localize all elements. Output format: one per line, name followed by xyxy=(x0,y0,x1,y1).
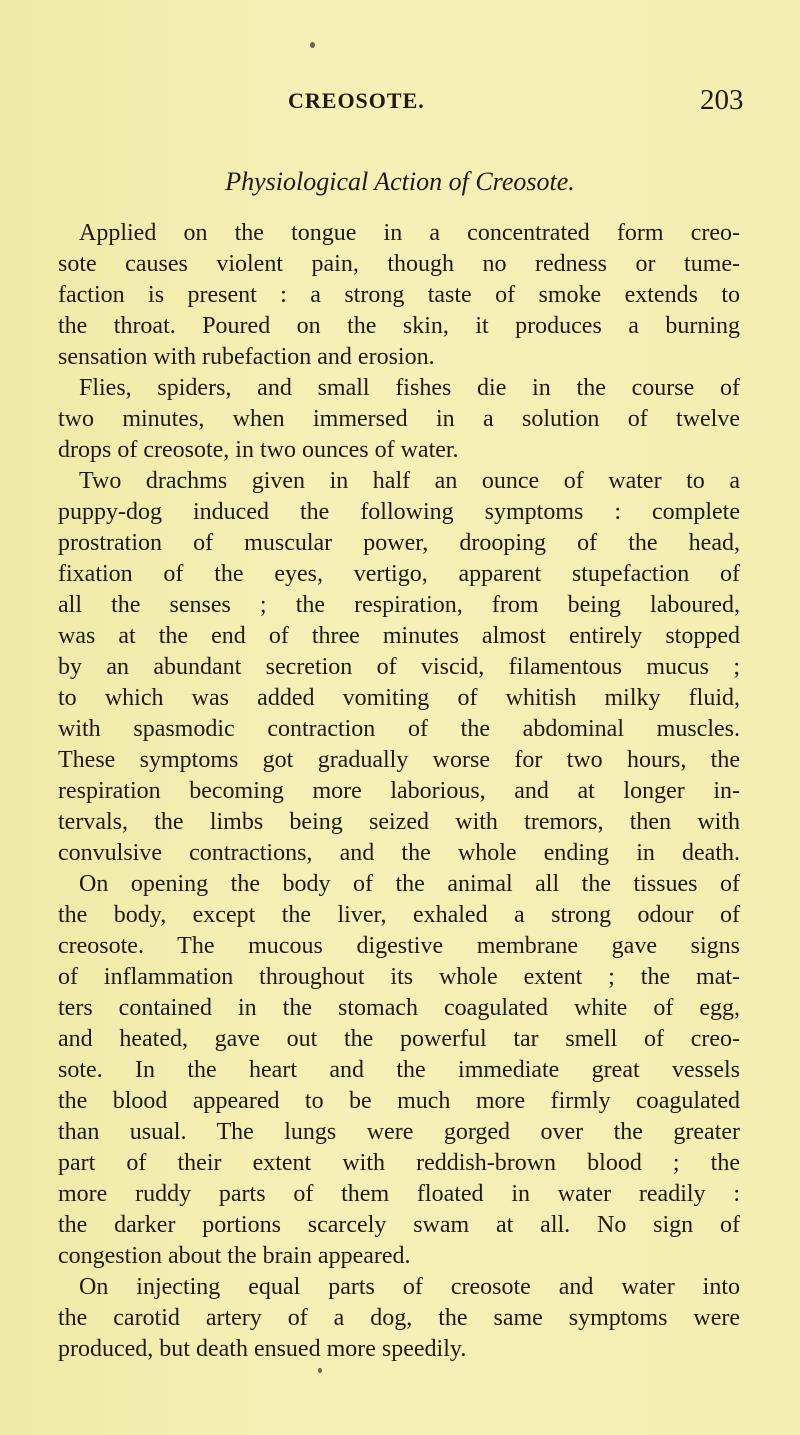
text-line: the body, except the liver, exhaled a strong odour of xyxy=(58,902,740,928)
text-line: drops of creosote, in two ounces of water. xyxy=(58,437,459,463)
text-line: sensation with rubefaction and erosion. xyxy=(58,344,435,370)
section-heading: Physiological Action of Creosote. xyxy=(225,167,575,196)
text-line: fixation of the eyes, vertigo, apparent stupefaction of xyxy=(58,561,740,587)
page-number: 203 xyxy=(700,84,744,116)
text-line: sote causes violent pain, though no redness or tume- xyxy=(58,251,740,277)
text-line: all the senses ; the respiration, from being laboured, xyxy=(58,592,740,618)
text-line: with spasmodic contraction of the abdominal muscles. xyxy=(58,716,740,742)
text-line: than usual. The lungs were gorged over the greater xyxy=(58,1119,740,1145)
text-line: to which was added vomiting of whitish milky fluid, xyxy=(58,685,740,711)
text-line: and heated, gave out the powerful tar smell of creo- xyxy=(58,1026,740,1052)
text-line: the throat. Poured on the skin, it produces a burning xyxy=(58,313,740,339)
text-line: the darker portions scarcely swam at all. No sign of xyxy=(58,1212,740,1238)
text-line: These symptoms got gradually worse for two hours, the xyxy=(58,747,740,773)
text-line: part of their extent with reddish-brown blood ; the xyxy=(58,1150,740,1176)
text-line: of inflammation throughout its whole extent ; the mat- xyxy=(58,964,740,990)
text-line: the carotid artery of a dog, the same symptoms were xyxy=(58,1305,740,1331)
text-line: faction is present : a strong taste of smoke extends to xyxy=(58,282,740,308)
text-line: convulsive contractions, and the whole ending in death. xyxy=(58,840,740,866)
ink-speck xyxy=(318,1368,322,1373)
running-title: CREOSOTE. xyxy=(288,88,425,113)
text-line: congestion about the brain appeared. xyxy=(58,1243,411,1269)
text-line: On injecting equal parts of creosote and water into xyxy=(79,1274,740,1300)
text-line: sote. In the heart and the immediate great vessels xyxy=(58,1057,740,1083)
text-line: Applied on the tongue in a concentrated form creo- xyxy=(79,220,740,246)
text-line: the blood appeared to be much more firmly coagulated xyxy=(58,1088,740,1114)
running-header xyxy=(0,84,800,118)
text-line: by an abundant secretion of viscid, filamentous mucus ; xyxy=(58,654,740,680)
text-line: ters contained in the stomach coagulated white of egg, xyxy=(58,995,740,1021)
text-line: two minutes, when immersed in a solution of twelve xyxy=(58,406,740,432)
text-line: puppy-dog induced the following symptoms : complete xyxy=(58,499,740,525)
text-line: produced, but death ensued more speedily. xyxy=(58,1336,467,1362)
text-line: was at the end of three minutes almost entirely stopped xyxy=(58,623,740,649)
text-line: Flies, spiders, and small fishes die in the course of xyxy=(79,375,740,401)
text-line: Two drachms given in half an ounce of water to a xyxy=(79,468,740,494)
text-line: On opening the body of the animal all the tissues of xyxy=(79,871,740,897)
text-line: creosote. The mucous digestive membrane gave signs xyxy=(58,933,740,959)
body-text xyxy=(58,218,740,1365)
text-line: prostration of muscular power, drooping of the head, xyxy=(58,530,740,556)
text-line: more ruddy parts of them floated in water readily : xyxy=(58,1181,740,1207)
ink-speck xyxy=(310,42,315,48)
text-line: respiration becoming more laborious, and at longer in- xyxy=(58,778,740,804)
text-line: tervals, the limbs being seized with tremors, then with xyxy=(58,809,740,835)
